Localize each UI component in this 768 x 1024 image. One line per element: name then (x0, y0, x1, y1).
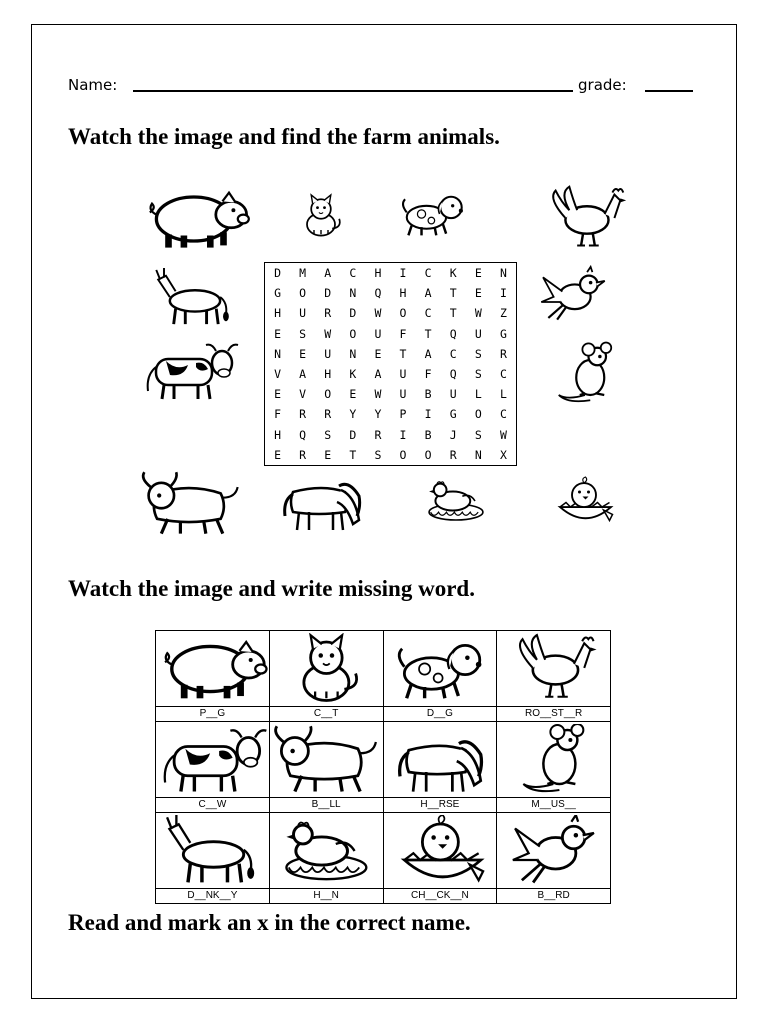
word-search-row (265, 425, 516, 445)
name-grade-row (68, 76, 698, 96)
word-search-letter[interactable]: D (274, 266, 282, 281)
word-search-letter[interactable]: P (399, 407, 407, 422)
word-blank-rooster[interactable]: RO__ST__R (497, 707, 611, 722)
word-search-letter[interactable]: H (274, 427, 282, 442)
word-search-letter[interactable]: U (374, 326, 382, 341)
word-blank-cat[interactable]: C__T (269, 707, 383, 722)
cat-cell (269, 631, 383, 707)
word-search-letter[interactable]: U (449, 387, 457, 402)
word-search-letter[interactable]: O (349, 326, 357, 341)
rooster-picture (536, 184, 634, 254)
bird-cell (497, 813, 611, 889)
word-search-letter[interactable]: Y (349, 407, 357, 422)
word-search-letter[interactable]: W (374, 306, 382, 321)
word-search-letter[interactable]: W (499, 427, 507, 442)
word-search-letter[interactable]: Q (449, 367, 457, 382)
word-search-letter[interactable]: E (274, 387, 282, 402)
mouse-picture (550, 338, 620, 410)
hen-picture (418, 470, 494, 532)
word-search-letter[interactable]: J (449, 427, 457, 442)
word-blank-chicken[interactable]: CH__CK__N (383, 889, 497, 904)
word-search-letter[interactable]: Z (499, 306, 507, 321)
word-search-letter[interactable]: W (324, 326, 332, 341)
word-search-letter[interactable]: R (324, 306, 332, 321)
word-blank-cow[interactable]: C__W (156, 798, 270, 813)
word-search-letter[interactable]: Q (299, 427, 307, 442)
word-search-letter[interactable]: S (324, 427, 332, 442)
hen-cell (269, 813, 383, 889)
word-search-row (265, 324, 516, 344)
word-search-letter[interactable]: F (274, 407, 282, 422)
word-search-letter[interactable]: V (274, 367, 282, 382)
word-search-row (265, 263, 516, 283)
word-search-letter[interactable]: O (299, 286, 307, 301)
word-search-letter[interactable]: N (499, 266, 507, 281)
word-search-letter[interactable]: M (299, 266, 307, 281)
word-search-letter[interactable]: D (349, 306, 357, 321)
word-search-letter[interactable]: C (424, 266, 432, 281)
missing-word-table (155, 630, 611, 904)
word-search-letter[interactable]: E (374, 346, 382, 361)
bull-picture (138, 468, 244, 540)
word-search-letter[interactable]: U (399, 367, 407, 382)
word-search-letter[interactable]: C (499, 407, 507, 422)
word-search-grid (264, 262, 517, 466)
word-search-letter[interactable]: R (374, 427, 382, 442)
word-blank-donkey[interactable]: D__NK__Y (156, 889, 270, 904)
word-search-letter[interactable]: T (449, 306, 457, 321)
word-search-letter[interactable]: S (474, 346, 482, 361)
word-search-letter[interactable]: O (324, 387, 332, 402)
word-search-letter[interactable]: H (399, 286, 407, 301)
word-search-letter[interactable]: N (474, 447, 482, 462)
word-search-letter[interactable]: E (349, 387, 357, 402)
word-search-row (265, 445, 516, 465)
name-blank[interactable] (133, 90, 573, 92)
word-search-letter[interactable]: U (399, 387, 407, 402)
word-search-letter[interactable]: O (399, 306, 407, 321)
word-search-letter[interactable]: L (499, 387, 507, 402)
chick-cell (383, 813, 497, 889)
pig-cell (156, 631, 270, 707)
word-search-letter[interactable]: D (349, 427, 357, 442)
donkey-picture (150, 268, 238, 328)
word-search-letter[interactable]: K (449, 266, 457, 281)
word-search-letter[interactable]: X (499, 447, 507, 462)
word-search-letter[interactable]: O (424, 447, 432, 462)
bird-picture (536, 262, 610, 328)
word-search-letter[interactable]: E (274, 326, 282, 341)
word-search-letter[interactable]: A (374, 367, 382, 382)
bull-cell (269, 722, 383, 798)
word-search-letter[interactable]: K (349, 367, 357, 382)
word-search-row (265, 344, 516, 364)
word-search-letter[interactable]: T (399, 346, 407, 361)
word-search-letter[interactable]: C (424, 306, 432, 321)
dog-cell (383, 631, 497, 707)
word-search-letter[interactable]: R (449, 447, 457, 462)
word-search-letter[interactable]: L (474, 387, 482, 402)
word-search-letter[interactable]: O (474, 407, 482, 422)
word-search-letter[interactable]: E (324, 447, 332, 462)
word-blank-pig[interactable]: P__G (156, 707, 270, 722)
word-search-letter[interactable]: S (474, 367, 482, 382)
word-search-letter[interactable]: O (399, 447, 407, 462)
word-search-letter[interactable]: U (299, 306, 307, 321)
word-search-row (265, 384, 516, 404)
word-search-letter[interactable]: S (474, 427, 482, 442)
word-search-letter[interactable]: B (424, 387, 432, 402)
word-search-letter[interactable]: I (399, 266, 407, 281)
horse-cell (383, 722, 497, 798)
word-search-letter[interactable]: Q (374, 286, 382, 301)
dog-picture (392, 182, 474, 246)
cow-picture (140, 338, 240, 404)
word-search-letter[interactable]: H (374, 266, 382, 281)
word-search-letter[interactable]: N (349, 286, 357, 301)
word-search-letter[interactable]: V (299, 387, 307, 402)
word-search-letter[interactable]: A (424, 286, 432, 301)
word-search-letter[interactable]: T (449, 286, 457, 301)
word-search-letter[interactable]: C (499, 367, 507, 382)
word-blank-bird[interactable]: B__RD (497, 889, 611, 904)
pig-picture (140, 186, 252, 252)
word-search-letter[interactable]: B (424, 427, 432, 442)
word-search-letter[interactable]: R (324, 407, 332, 422)
word-search-letter[interactable]: R (299, 447, 307, 462)
cat-picture (286, 184, 356, 248)
word-search-letter[interactable]: Y (374, 407, 382, 422)
word-search-letter[interactable]: E (274, 447, 282, 462)
word-blank-horse[interactable]: H__RSE (383, 798, 497, 813)
word-search-letter[interactable]: D (324, 286, 332, 301)
word-search-row (265, 303, 516, 323)
word-search-letter[interactable]: N (349, 346, 357, 361)
rooster-cell (497, 631, 611, 707)
word-search-row (265, 364, 516, 384)
word-search-letter[interactable]: Q (449, 326, 457, 341)
grade-blank[interactable] (645, 90, 693, 92)
word-search-letter[interactable]: T (424, 326, 432, 341)
word-search-letter[interactable]: E (474, 286, 482, 301)
word-search-letter[interactable]: G (449, 407, 457, 422)
word-search-row (265, 404, 516, 424)
mouse-cell (497, 722, 611, 798)
cow-cell (156, 722, 270, 798)
word-search-letter[interactable]: S (374, 447, 382, 462)
word-blank-hen[interactable]: H__N (269, 889, 383, 904)
word-blank-bull[interactable]: B__LL (269, 798, 383, 813)
missing-word-title: Watch the image and write missing word. (68, 576, 475, 601)
word-search-letter[interactable]: H (324, 367, 332, 382)
word-search-letter[interactable]: A (424, 346, 432, 361)
word-search-letter[interactable]: H (274, 306, 282, 321)
word-search-letter[interactable]: I (399, 427, 407, 442)
word-search-letter[interactable]: W (374, 387, 382, 402)
word-search-letter[interactable]: E (474, 266, 482, 281)
word-search-letter[interactable]: S (299, 326, 307, 341)
word-search-letter[interactable]: U (324, 346, 332, 361)
word-search-letter[interactable]: E (299, 346, 307, 361)
word-search-letter[interactable]: A (324, 266, 332, 281)
word-search-letter[interactable]: W (474, 306, 482, 321)
word-search-letter[interactable]: R (299, 407, 307, 422)
word-search-letter[interactable]: C (449, 346, 457, 361)
word-search-letter[interactable]: G (499, 326, 507, 341)
name-label: Name: (68, 76, 118, 94)
word-search-row (265, 283, 516, 303)
donkey-cell (156, 813, 270, 889)
word-search-letter[interactable]: I (499, 286, 507, 301)
word-search-letter[interactable]: I (424, 407, 432, 422)
word-search-letter[interactable]: F (424, 367, 432, 382)
word-search-letter[interactable]: T (349, 447, 357, 462)
word-search-letter[interactable]: G (274, 286, 282, 301)
word-search-letter[interactable]: C (349, 266, 357, 281)
chick-picture (548, 464, 620, 538)
find-animals-title: Watch the image and find the farm animals. (68, 124, 500, 149)
mark-x-title: Read and mark an x in the correct name. (68, 910, 471, 935)
word-search-letter[interactable]: N (274, 346, 282, 361)
grade-label: grade: (578, 76, 627, 94)
word-search-letter[interactable]: U (474, 326, 482, 341)
horse-picture (278, 468, 366, 534)
word-search-letter[interactable]: F (399, 326, 407, 341)
word-blank-mouse[interactable]: M__US__ (497, 798, 611, 813)
word-blank-dog[interactable]: D__G (383, 707, 497, 722)
word-search-letter[interactable]: A (299, 367, 307, 382)
word-search-letter[interactable]: R (499, 346, 507, 361)
